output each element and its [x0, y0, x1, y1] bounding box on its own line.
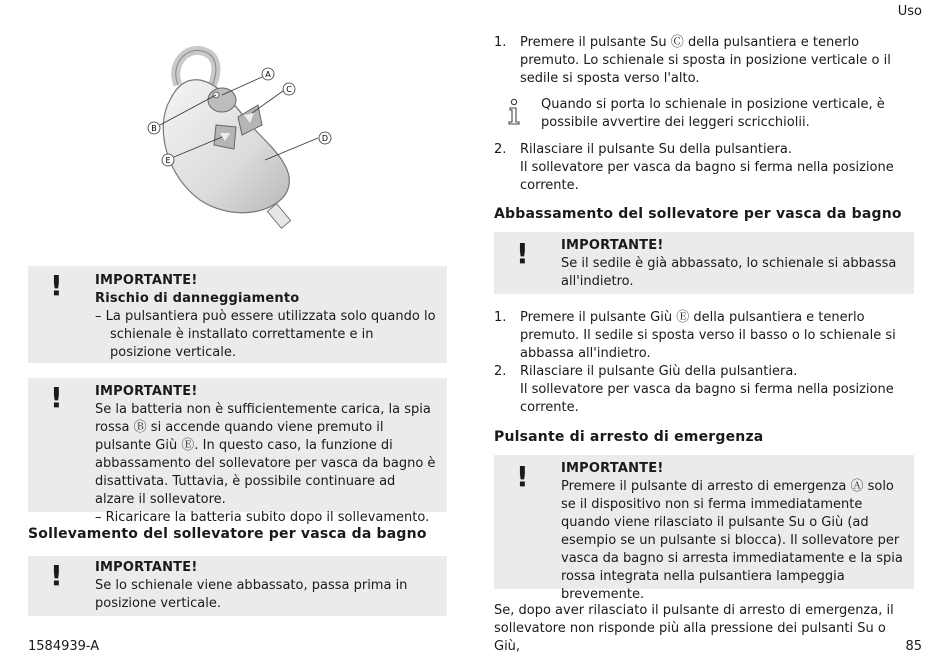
section-heading-emergency: Pulsante di arresto di emergenza [494, 429, 764, 445]
warning-icon: ! [516, 460, 529, 493]
callout-a: A [265, 70, 271, 79]
section-heading-lower: Abbassamento del sollevatore per vasca da bagno [494, 206, 902, 222]
warning-box-damage [28, 266, 447, 363]
warning-title: IMPORTANTE! [561, 238, 664, 253]
callout-c: C [286, 85, 292, 94]
info-text: Quando si porta lo schienale in posizione verticale, è possibile avvertire dei leggeri scricchiolii. [541, 97, 885, 130]
callout-e: E [165, 156, 171, 165]
closing-paragraph: Se, dopo aver rilasciato il pulsante di arresto di emergenza, il sollevatore non risponde più alla pressione dei pulsanti Su o Giù, [494, 603, 894, 654]
raise-steps-1 [494, 34, 914, 88]
callout-d: D [321, 134, 329, 143]
section-heading-raise: Sollevamento del sollevatore per vasca da bagno [28, 526, 427, 542]
warning-title: IMPORTANTE! [95, 273, 198, 288]
callout-b: B [151, 124, 157, 133]
lower-steps [494, 309, 914, 417]
list-item: 1. Premere il pulsante Su Ⓒ della pulsantiera e tenerlo premuto. Lo schienale si sposta in posizione verticale o il sedile si sposta verso l'alto. [494, 35, 891, 86]
warning-icon: ! [50, 269, 63, 302]
list-item: 2. Rilasciare il pulsante Giù della pulsantiera. Il sollevatore per vasca da bagno si ferma nella posizione corrente. [494, 364, 894, 415]
list-item: 2. Rilasciare il pulsante Su della pulsantiera. Il sollevatore per vasca da bagno si ferma nella posizione corrente. [494, 142, 894, 193]
warning-text: Premere il pulsante di arresto di emergenza Ⓐ solo se il dispositivo non si ferma immediatamente quando viene rilasciato il pulsante Su o Giù (ad esempio se un pulsante si blocca). Il sollevatore per vasca da bagno si arresta immediatamente e la spia rossa integrata nella pulsantiera lampeggia brevemente. [561, 479, 903, 602]
warning-subtitle: Rischio di danneggiamento [95, 291, 300, 306]
list-item: 1. Premere il pulsante Giù Ⓔ della pulsantiera e tenerlo premuto. Il sedile si sposta verso il basso o lo schienale si abbassa all'indietro. [494, 310, 896, 361]
warning-title: IMPORTANTE! [95, 560, 198, 575]
raise-steps-2 [494, 141, 914, 195]
warning-box-lower [494, 232, 914, 294]
warning-text: Se lo schienale viene abbassato, passa prima in posizione verticale. [95, 578, 408, 611]
warning-box-battery [28, 378, 447, 525]
warning-icon: ! [516, 237, 529, 270]
document-code: 1584939-A [28, 639, 100, 654]
warning-text: Se il sedile è già abbassato, lo schienale si abbassa all'indietro. [561, 256, 897, 289]
warning-box-emergency [494, 455, 914, 602]
warning-title: IMPORTANTE! [95, 384, 198, 399]
warning-box-raise [28, 556, 447, 616]
warning-icon: ! [50, 381, 63, 414]
warning-text: Se la batteria non è sufficientemente carica, la spia rossa Ⓑ si accende quando viene premuto il pulsante Giù Ⓔ. In questo caso, la funzione di abbassamento del sollevatore per vasca da bagno è disattivata. Tuttavia, è possibile continuare ad alzare il sollevatore. [95, 402, 436, 507]
warning-icon: ! [50, 559, 63, 592]
hand-control-illustration [140, 45, 340, 235]
warning-bullet: – Ricaricare la batteria subito dopo il sollevamento. [95, 510, 430, 525]
page-number: 85 [905, 639, 922, 654]
section-label: Uso [897, 4, 922, 19]
warning-title: IMPORTANTE! [561, 461, 664, 476]
info-icon [504, 98, 534, 128]
warning-bullet: – La pulsantiera può essere utilizzata solo quando lo schienale è installato correttamente e in posizione verticale. [95, 309, 436, 360]
